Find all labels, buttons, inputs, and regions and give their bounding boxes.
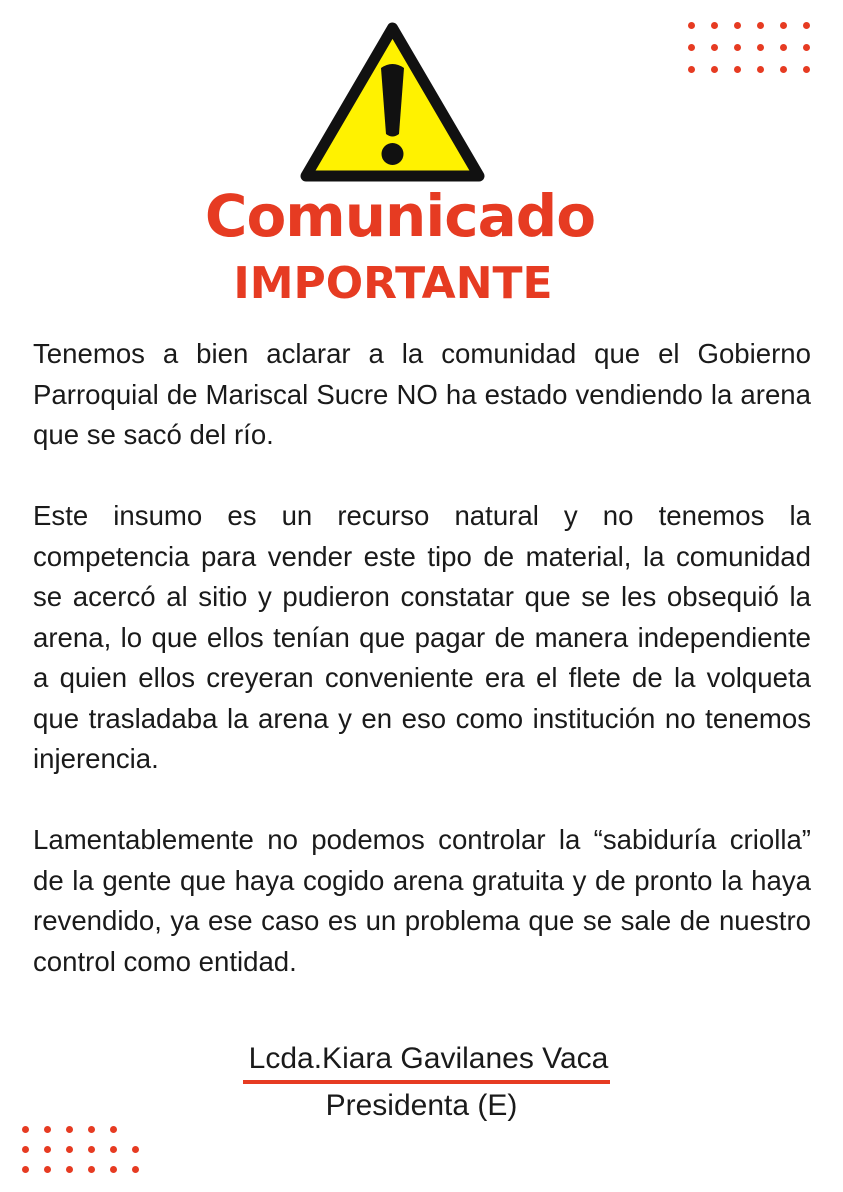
warning-triangle-icon [300, 22, 485, 184]
paragraph-2: Este insumo es un recurso natural y no tenemos la competencia para vender este tipo de material, la comunidad se acercó al sitio y pudieron constatar que se les obsequió la arena, lo que ellos tenían que pagar de manera independiente a quien ellos creyeran conveniente era el flete de la volqueta que trasladaba la arena y en eso como institución no tenemos injerencia. [33, 500, 811, 774]
decorative-dot-grid-top [688, 22, 810, 73]
paragraph-1: Tenemos a bien aclarar a la comunidad que el Gobierno Parroquial de Mariscal Sucre NO ha estado vendiendo la arena que se sacó del río. [33, 338, 811, 450]
page-subtitle: IMPORTANTE [233, 258, 553, 309]
signatory-role: Presidenta (E) [325, 1089, 518, 1122]
signature-block [0, 1040, 843, 1124]
paragraph-3: Lamentablemente no podemos controlar la “sabiduría criolla” de la gente que haya cogido arena gratuita y de pronto la haya revendido, ya ese caso es un problema que se sale de nuestro control como entidad. [33, 824, 811, 977]
announcement-body [33, 334, 811, 1023]
signatory-name: Lcda.Kiara Gavilanes Vaca [243, 1040, 611, 1084]
decorative-dot-grid-bottom [22, 1126, 139, 1173]
page-title: Comunicado [204, 182, 596, 250]
